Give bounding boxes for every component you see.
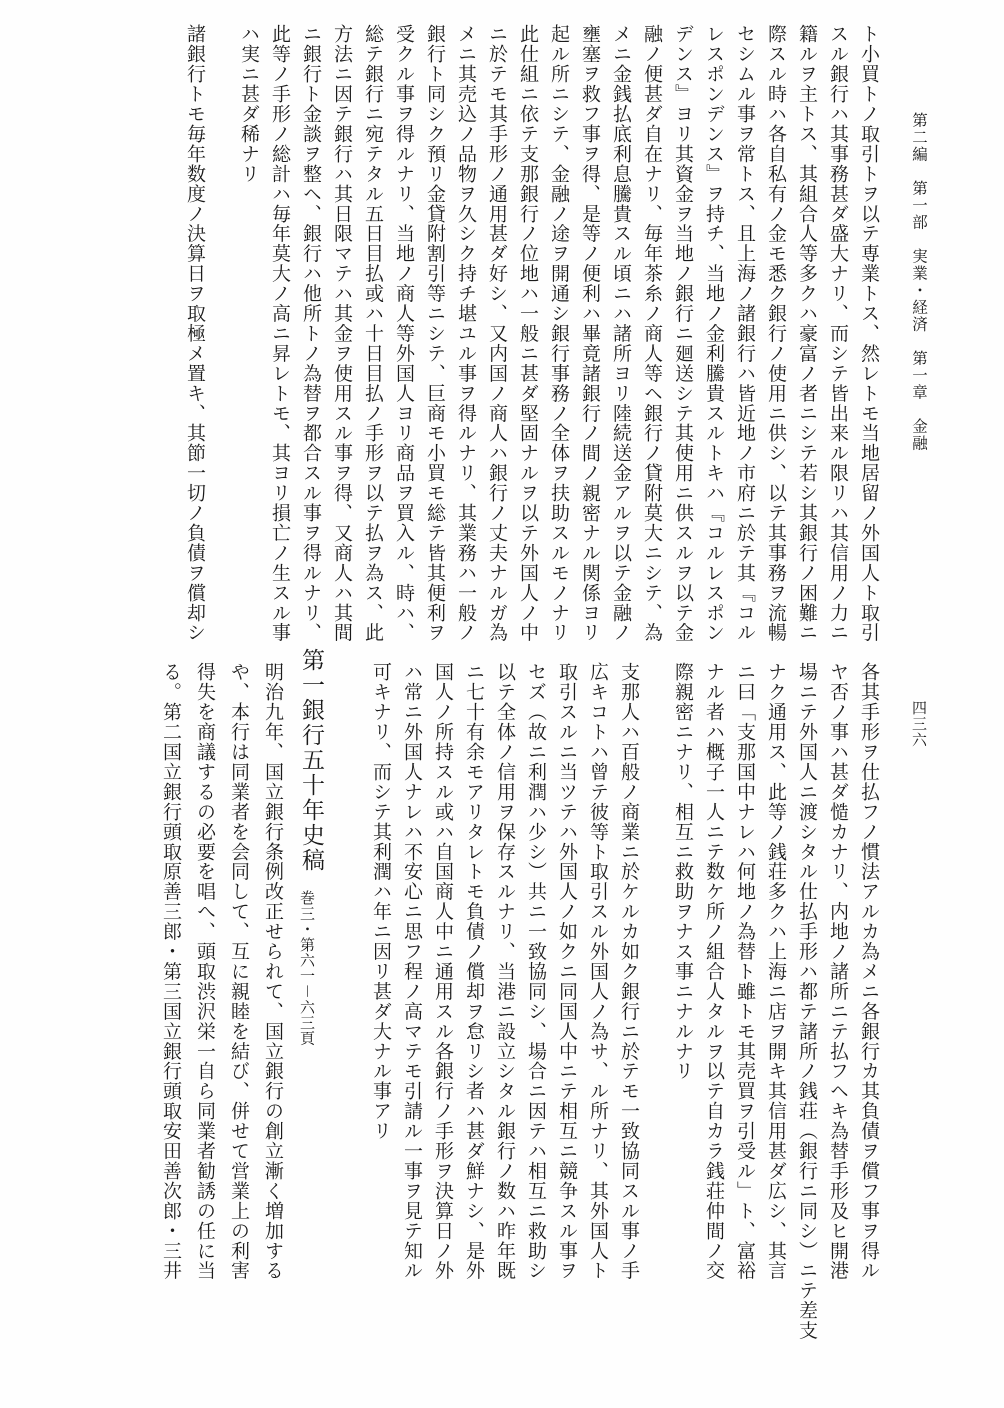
- text-line: 諸銀行トモ毎年数度ノ決算日ヲ取極メ置キ、其節一切ノ負債ヲ償却シ: [184, 24, 206, 643]
- text-line: 可キナリ、而シテ其利潤ハ年ニ因リ甚ダ大ナル事アリ: [370, 662, 392, 1141]
- source-reference: 巻三・第六一－六三頁: [298, 890, 316, 1047]
- text-line: ナク通用ス、此等ノ銭荘多クハ上海ニ店ヲ開キ其信用甚ダ広シ、其言: [765, 662, 787, 1281]
- text-line: 支那人ハ百般ノ商業ニ於ケルカ如ク銀行ニ於テモ一致協同スル事ノ手: [618, 662, 640, 1281]
- modern-text-line: や、本行は同業者を会同して、互に親睦を結び、併せて営業上の利害: [228, 662, 250, 1281]
- text-line: ニ於テモ其手形ノ通用甚ダ好シ、又内国ノ商人ハ銀行ノ丈夫ナルガ為: [486, 24, 508, 643]
- running-head: 第二編 第一部 実業・経済 第一章 金融: [910, 112, 928, 452]
- text-line: セシムル事ヲ常トス、且上海ノ諸銀行ハ皆近地ノ市府ニ於テ其『コル: [734, 24, 756, 643]
- text-line: 壅塞ヲ救フ事ヲ得、是等ノ便利ハ畢竟諸銀行ノ間ノ親密ナル関係ヨリ: [579, 24, 601, 643]
- text-line: 各其手形ヲ仕払フノ慣法アルカ為メニ各銀行カ其負債ヲ償フ事ヲ得ル: [858, 662, 880, 1281]
- text-line: 起ル所ニシテ、金融ノ途ヲ開通シ銀行事務ノ全体ヲ扶助スルモノナリ: [548, 24, 570, 643]
- text-line: 場ニテ外国人ニ渡シタル仕払手形ハ都テ諸所ノ銭荘（銀行ニ同シ）ニテ差支: [796, 662, 818, 1341]
- text-line: 際スル時ハ各自私有ノ金モ悉ク銀行ノ使用ニ供シ、以テ其事務ヲ流暢: [765, 24, 787, 643]
- text-line: 籍ルヲ主トス、其組合人等多クハ豪富ノ者ニシテ若シ其銀行ノ困難ニ: [796, 24, 818, 643]
- source-title: 第一銀行五十年史稿: [298, 648, 324, 873]
- text-line: セズ（故ニ利潤ハ少シ）共ニ一致協同シ、場合ニ因テハ相互ニ救助シ: [525, 662, 547, 1281]
- text-line: メニ其売込ノ品物ヲ久シク持チ堪ユル事ヲ得ルナリ、其業務ハ一般ノ: [455, 24, 477, 643]
- text-line: 融ノ便甚ダ自在ナリ、毎年茶糸ノ商人等ヘ銀行ノ貸附莫大ニシテ、為: [641, 24, 663, 643]
- text-line: 取引スルニ当ツテハ外国人ノ如クニ同国人中ニテ相互ニ競争スル事ヲ: [556, 662, 578, 1281]
- text-line: 此等ノ手形ノ総計ハ毎年莫大ノ高ニ昇レトモ、其ヨリ損亡ノ生スル事: [269, 24, 291, 643]
- text-line: 銀行ト同シク預リ金貸附割引等ニシテ、巨商モ小買モ総テ皆其便利ヲ: [424, 24, 446, 643]
- text-line: 国人ノ所持スル或ハ自国商人中ニ通用スル各銀行ノ手形ヲ決算日ノ外: [432, 662, 454, 1281]
- text-line: ハ実ニ甚ダ稀ナリ: [238, 24, 260, 184]
- text-line: 此仕組ニ依テ支那銀行ノ位地ハ一般ニ甚ダ堅固ナルヲ以テ外国人ノ中: [517, 24, 539, 643]
- modern-text-line: る。第二国立銀行頭取原善三郎・第三国立銀行頭取安田善次郎・三井: [160, 662, 182, 1281]
- text-line: 際親密ニナリ、相互ニ救助ヲナス事ニナルナリ: [672, 662, 694, 1081]
- text-line: 総テ銀行ニ宛テタル五日目払或ハ十日目払ノ手形ヲ以テ払ヲ為ス、此: [362, 24, 384, 643]
- text-line: デンス』ヨリ其資金ヲ当地ノ銀行ニ廻送シテ其使用ニ供スルヲ以テ金: [672, 24, 694, 643]
- text-line: レスポンデンス』ヲ持チ、当地ノ金利騰貴スルトキハ『コルレスポン: [703, 24, 725, 643]
- text-line: ナル者ハ概子一人ニテ数ケ所ノ組合人タルヲ以テ自カラ銭荘仲間ノ交: [703, 662, 725, 1281]
- text-line: ト小買トノ取引トヲ以テ専業トス、然レトモ当地居留ノ外国人ト取引: [858, 24, 880, 643]
- text-line: ニ銀行ト金談ヲ整ヘ、銀行ハ他所トノ為替ヲ都合スル事ヲ得ルナリ、: [300, 24, 322, 643]
- text-line: 受クル事ヲ得ルナリ、当地ノ商人等外国人ヨリ商品ヲ買入ル、時ハ、: [393, 24, 415, 643]
- text-line: スル銀行ハ其事務甚ダ盛大ナリ、而シテ皆出来ル限リハ其信用ノ力ニ: [827, 24, 849, 643]
- page-number: 四三六: [910, 700, 928, 748]
- modern-text-line: 明治九年、国立銀行条例改正せられて、国立銀行の創立漸く増加する: [262, 662, 284, 1281]
- text-line: ニ七十有余モアリタレトモ負債ノ償却ヲ怠リシ者ハ甚ダ鮮ナシ、是外: [463, 662, 485, 1281]
- text-line: 広キコトハ曾テ彼等ト取引スル外国人ノ為サ、ル所ナリ、其外国人ト: [587, 662, 609, 1281]
- text-line: 方法ニ因テ銀行ハ其日限マテハ其金ヲ使用スル事ヲ得、又商人ハ其間: [331, 24, 353, 643]
- text-line: 以テ全体ノ信用ヲ保存スルナリ、当港ニ設立シタル銀行ノ数ハ昨年既: [494, 662, 516, 1281]
- modern-text-line: 得失を商議するの必要を唱へ、頭取渋沢栄一自ら同業者勧誘の任に当: [194, 662, 216, 1281]
- text-line: メニ金銭払底利息騰貴スル頃ニハ諸所ヨリ陸続送金アルヲ以テ金融ノ: [610, 24, 632, 643]
- text-line: ヤ否ノ事ハ甚ダ慥カナリ、内地ノ諸所ニテ払フヘキ為替手形及ヒ開港: [827, 662, 849, 1281]
- text-line: ニ曰「支那国中ナレハ何地ノ為替ト雖トモ其売買ヲ引受ル」ト、富裕: [734, 662, 756, 1281]
- text-line: ハ常ニ外国人ナレハ不安心ニ思フ程ノ高マテモ引請ル一事ヲ見テ知ル: [401, 662, 423, 1281]
